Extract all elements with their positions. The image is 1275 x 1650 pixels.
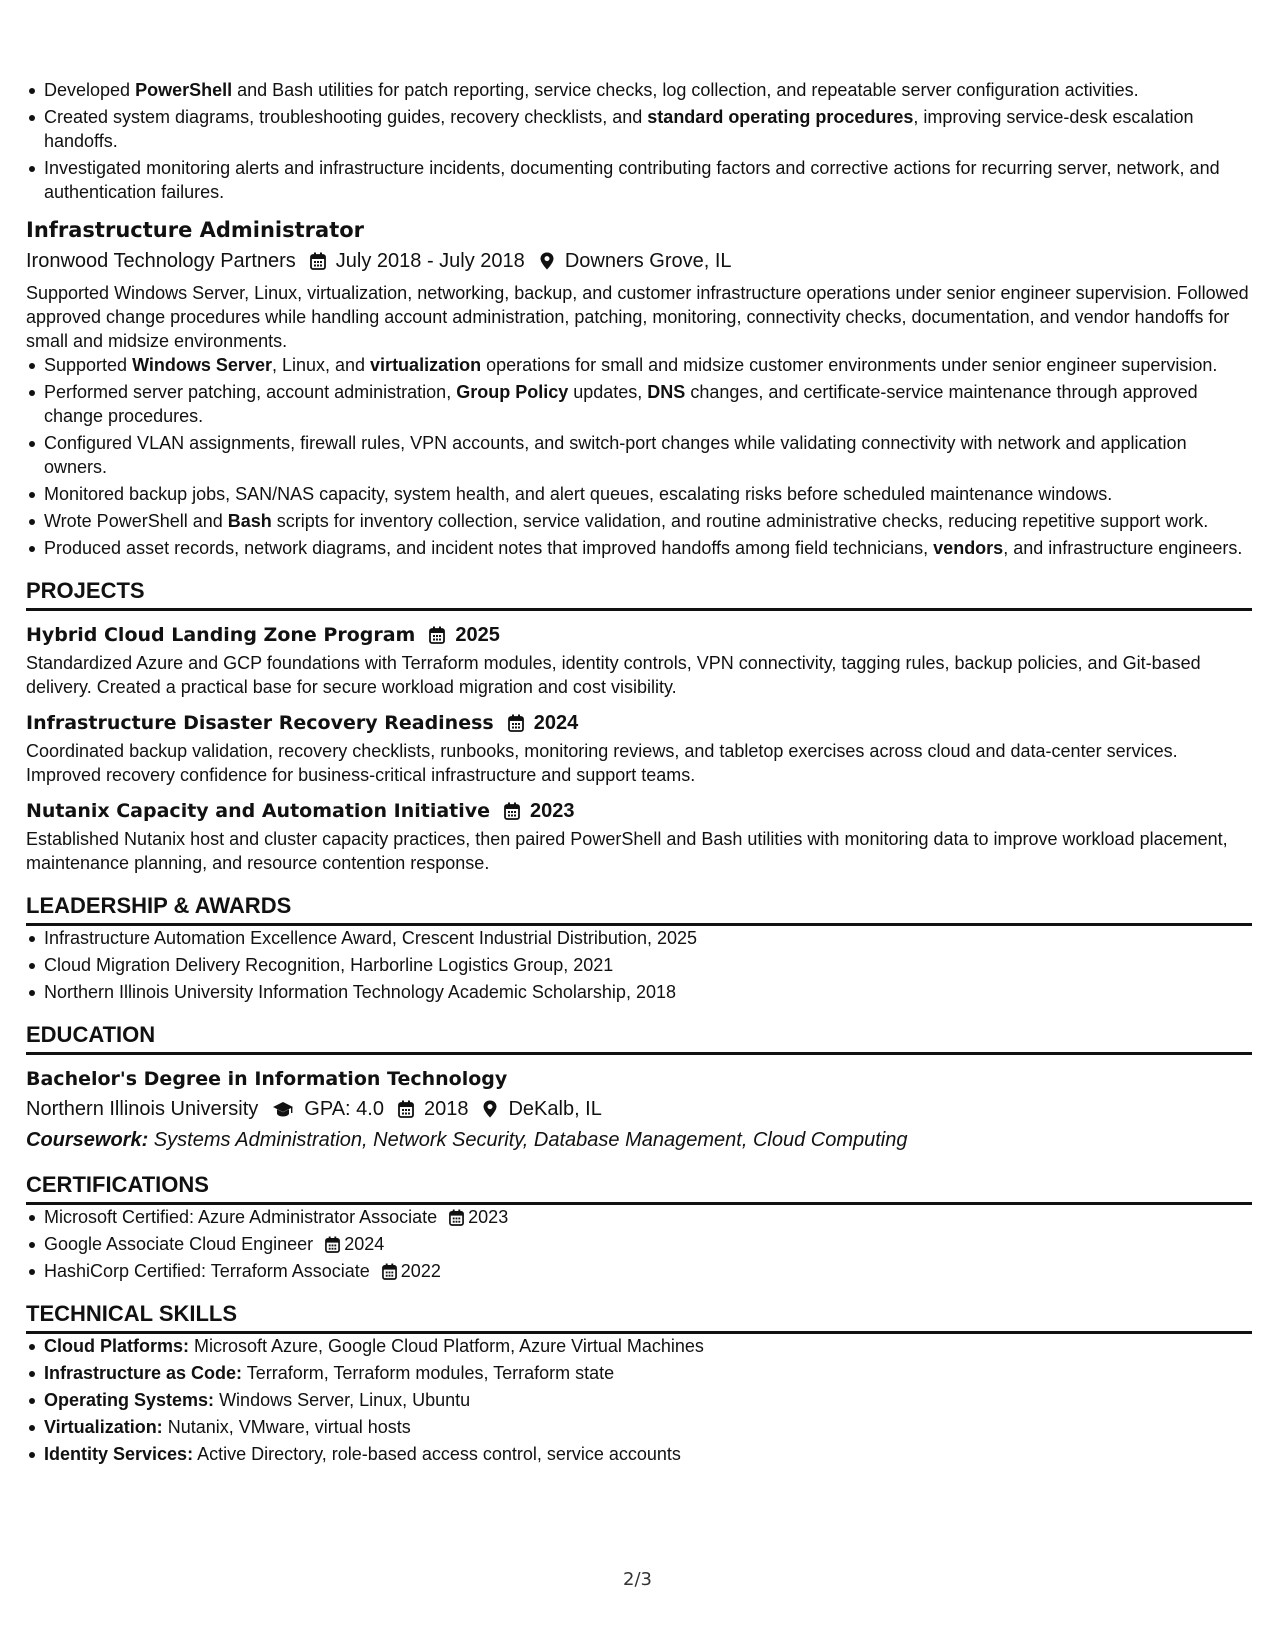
- skills-list: [26, 1334, 1252, 1466]
- project-title: Infrastructure Disaster Recovery Readiness: [26, 712, 494, 734]
- map-pin-icon: [482, 1100, 498, 1118]
- skill-label: Cloud Platforms:: [44, 1336, 190, 1356]
- certification-name: HashiCorp Certified: Terraform Associate: [44, 1261, 370, 1281]
- section-heading-projects: PROJECTS: [26, 576, 1252, 611]
- list-item: Infrastructure Automation Excellence Award, Crescent Industrial Distribution, 2025: [26, 926, 1252, 950]
- job-bullets: [26, 353, 1252, 560]
- project-year: 2023: [530, 800, 575, 822]
- section-heading-skills: TECHNICAL SKILLS: [26, 1299, 1252, 1334]
- skill-label: Infrastructure as Code:: [44, 1363, 243, 1383]
- calendar-icon: [310, 252, 326, 270]
- certification-year: 2022: [400, 1261, 441, 1281]
- section-heading-education: EDUCATION: [26, 1020, 1252, 1055]
- calendar-icon: [449, 1209, 464, 1226]
- certification-year: 2023: [468, 1207, 509, 1227]
- gpa: GPA: 4.0: [304, 1098, 384, 1120]
- list-item: Configured VLAN assignments, firewall rules, VPN accounts, and switch-port changes while validating connectivity with network and application owners.: [26, 431, 1252, 479]
- calendar-icon: [325, 1236, 340, 1253]
- coursework-label: Coursework:: [26, 1129, 149, 1151]
- calendar-icon: [382, 1263, 397, 1280]
- skill-value: Terraform, Terraform modules, Terraform state: [242, 1363, 615, 1383]
- list-item: [26, 1334, 1252, 1358]
- skill-value: Microsoft Azure, Google Cloud Platform, Azure Virtual Machines: [189, 1336, 704, 1356]
- coursework-list: Systems Administration, Network Security, Database Management, Cloud Computing: [148, 1129, 908, 1151]
- list-item: Cloud Migration Delivery Recognition, Harborline Logistics Group, 2021: [26, 953, 1252, 977]
- project-year: 2025: [455, 624, 500, 646]
- job-title: Infrastructure Administrator: [26, 218, 365, 242]
- skill-label: Operating Systems:: [44, 1390, 215, 1410]
- job-meta: [26, 247, 1252, 275]
- list-item: [26, 1442, 1252, 1466]
- graduation-year: 2018: [423, 1098, 469, 1120]
- certification-name: Microsoft Certified: Azure Administrator Associate: [44, 1207, 438, 1227]
- certification-name: Google Associate Cloud Engineer: [44, 1234, 314, 1254]
- skill-label: Virtualization:: [44, 1417, 163, 1437]
- section-heading-certifications: CERTIFICATIONS: [26, 1170, 1252, 1205]
- calendar-icon: [398, 1100, 414, 1118]
- previous-job-bullets: [26, 78, 1252, 204]
- list-item: [26, 1415, 1252, 1439]
- resume-page: [26, 78, 1252, 1469]
- skill-label: Identity Services:: [44, 1444, 194, 1464]
- project-title: Nutanix Capacity and Automation Initiative: [26, 800, 491, 822]
- list-item: [26, 1259, 1252, 1283]
- calendar-icon: [429, 626, 445, 644]
- list-item: Produced asset records, network diagrams, and incident notes that improved handoffs among field technicians, vendors, and infrastructure engineers.: [26, 536, 1252, 560]
- list-item: [26, 1205, 1252, 1229]
- list-item: [26, 1232, 1252, 1256]
- project-item: [26, 797, 1252, 875]
- list-item: [26, 1361, 1252, 1385]
- job-dates: July 2018 - July 2018: [335, 250, 525, 272]
- certifications-list: [26, 1205, 1252, 1283]
- project-description: Standardized Azure and GCP foundations with Terraform modules, identity controls, VPN connectivity, tagging rules, backup policies, and Git-based delivery. Created a practical base for secure workload migration and cost visibility.: [26, 653, 1201, 697]
- project-item: [26, 621, 1252, 699]
- job-location: Downers Grove, IL: [564, 250, 732, 272]
- project-item: [26, 709, 1252, 787]
- school-name: Northern Illinois University: [26, 1098, 259, 1120]
- list-item: Wrote PowerShell and Bash scripts for inventory collection, service validation, and routine administrative checks, reducing repetitive support work.: [26, 509, 1252, 533]
- page-number: 2/3: [623, 1569, 652, 1590]
- project-title: Hybrid Cloud Landing Zone Program: [26, 624, 416, 646]
- company-name: Ironwood Technology Partners: [26, 250, 296, 272]
- calendar-icon: [508, 714, 524, 732]
- degree-title: Bachelor's Degree in Information Technology: [26, 1068, 508, 1090]
- school-location: DeKalb, IL: [508, 1098, 602, 1120]
- list-item: Developed PowerShell and Bash utilities for patch reporting, service checks, log collection, and repeatable server configuration activities.: [26, 78, 1252, 102]
- list-item: Northern Illinois University Information Technology Academic Scholarship, 2018: [26, 980, 1252, 1004]
- map-pin-icon: [539, 252, 555, 270]
- project-year: 2024: [533, 712, 579, 734]
- project-description: Established Nutanix host and cluster capacity practices, then paired PowerShell and Bash utilities with monitoring data to improve workload placement, maintenance planning, and resource contention response.: [26, 829, 1228, 873]
- coursework: [26, 1126, 1252, 1154]
- list-item: Monitored backup jobs, SAN/NAS capacity, system health, and alert queues, escalating risks before scheduled maintenance windows.: [26, 482, 1252, 506]
- certification-year: 2024: [344, 1234, 385, 1254]
- graduation-cap-icon: [272, 1100, 294, 1118]
- list-item: Created system diagrams, troubleshooting guides, recovery checklists, and standard operating procedures, improving service-desk escalation handoffs.: [26, 105, 1252, 153]
- list-item: Investigated monitoring alerts and infrastructure incidents, documenting contributing factors and corrective actions for recurring server, network, and authentication failures.: [26, 156, 1252, 204]
- list-item: [26, 1388, 1252, 1412]
- education-meta: [26, 1095, 1252, 1123]
- skill-value: Active Directory, role-based access control, service accounts: [193, 1444, 681, 1464]
- awards-list: [26, 926, 1252, 1004]
- calendar-icon: [504, 802, 520, 820]
- list-item: Supported Windows Server, Linux, and virtualization operations for small and midsize customer environments under senior engineer supervision.: [26, 353, 1252, 377]
- job-summary: Supported Windows Server, Linux, virtualization, networking, backup, and customer infrastructure operations under senior engineer supervision. Followed approved change procedures while handling account administration, patching, monitoring, connectivity checks, documentation, and vendor handoffs for small and midsize environments.: [26, 283, 1249, 351]
- skill-value: Windows Server, Linux, Ubuntu: [214, 1390, 471, 1410]
- list-item: Performed server patching, account administration, Group Policy updates, DNS changes, and certificate-service maintenance through approved change procedures.: [26, 380, 1252, 428]
- skill-value: Nutanix, VMware, virtual hosts: [162, 1417, 411, 1437]
- section-heading-awards: LEADERSHIP & AWARDS: [26, 891, 1252, 926]
- project-description: Coordinated backup validation, recovery checklists, runbooks, monitoring reviews, and tabletop exercises across cloud and data-center services. Improved recovery confidence for business-critical infrastructure and support teams.: [26, 741, 1178, 785]
